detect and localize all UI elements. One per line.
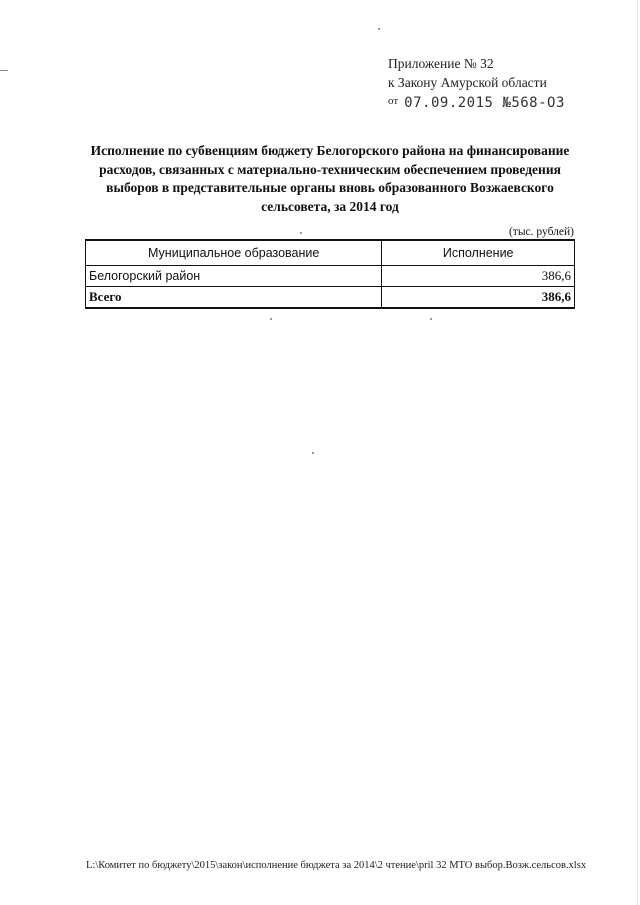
appendix-number: Приложение № 32 [388, 56, 494, 71]
total-value: 386,6 [382, 287, 575, 309]
table-total-row [86, 287, 575, 309]
appendix-header [388, 54, 628, 113]
report-table [85, 239, 575, 309]
column-header-municipality: Муниципальное образование [86, 240, 382, 266]
appendix-date-stamp: 07.09.2015 №568-ОЗ [404, 95, 565, 111]
scan-right-edge [637, 0, 638, 905]
appendix-date-prefix: от [388, 95, 399, 107]
row-municipality-name: Белогорский район [86, 266, 382, 287]
document-title: Исполнение по субвенциям бюджету Белогорского района на финансирование расходов, связанных с материально-техническим обеспечением проведения выборов в представительные органы вновь образованного Возжаевского сельсовета, за 2014 год [90, 143, 570, 214]
units-label: (тыс. рублей) [508, 226, 574, 238]
column-header-execution: Исполнение [382, 240, 575, 266]
table-header-row [86, 240, 575, 266]
file-path-footer: L:\Комитет по бюджету\2015\закон\исполнение бюджета за 2014\2 чтение\pril 32 МТО выбор.Возж.сельсов.xlsx [86, 860, 587, 871]
total-label: Всего [86, 287, 382, 309]
table-row [86, 266, 575, 287]
scan-edge-mark [0, 70, 8, 71]
appendix-law-ref: к Закону Амурской области [388, 75, 547, 90]
appendix-date-line [388, 92, 628, 113]
row-execution-value: 386,6 [382, 266, 575, 287]
